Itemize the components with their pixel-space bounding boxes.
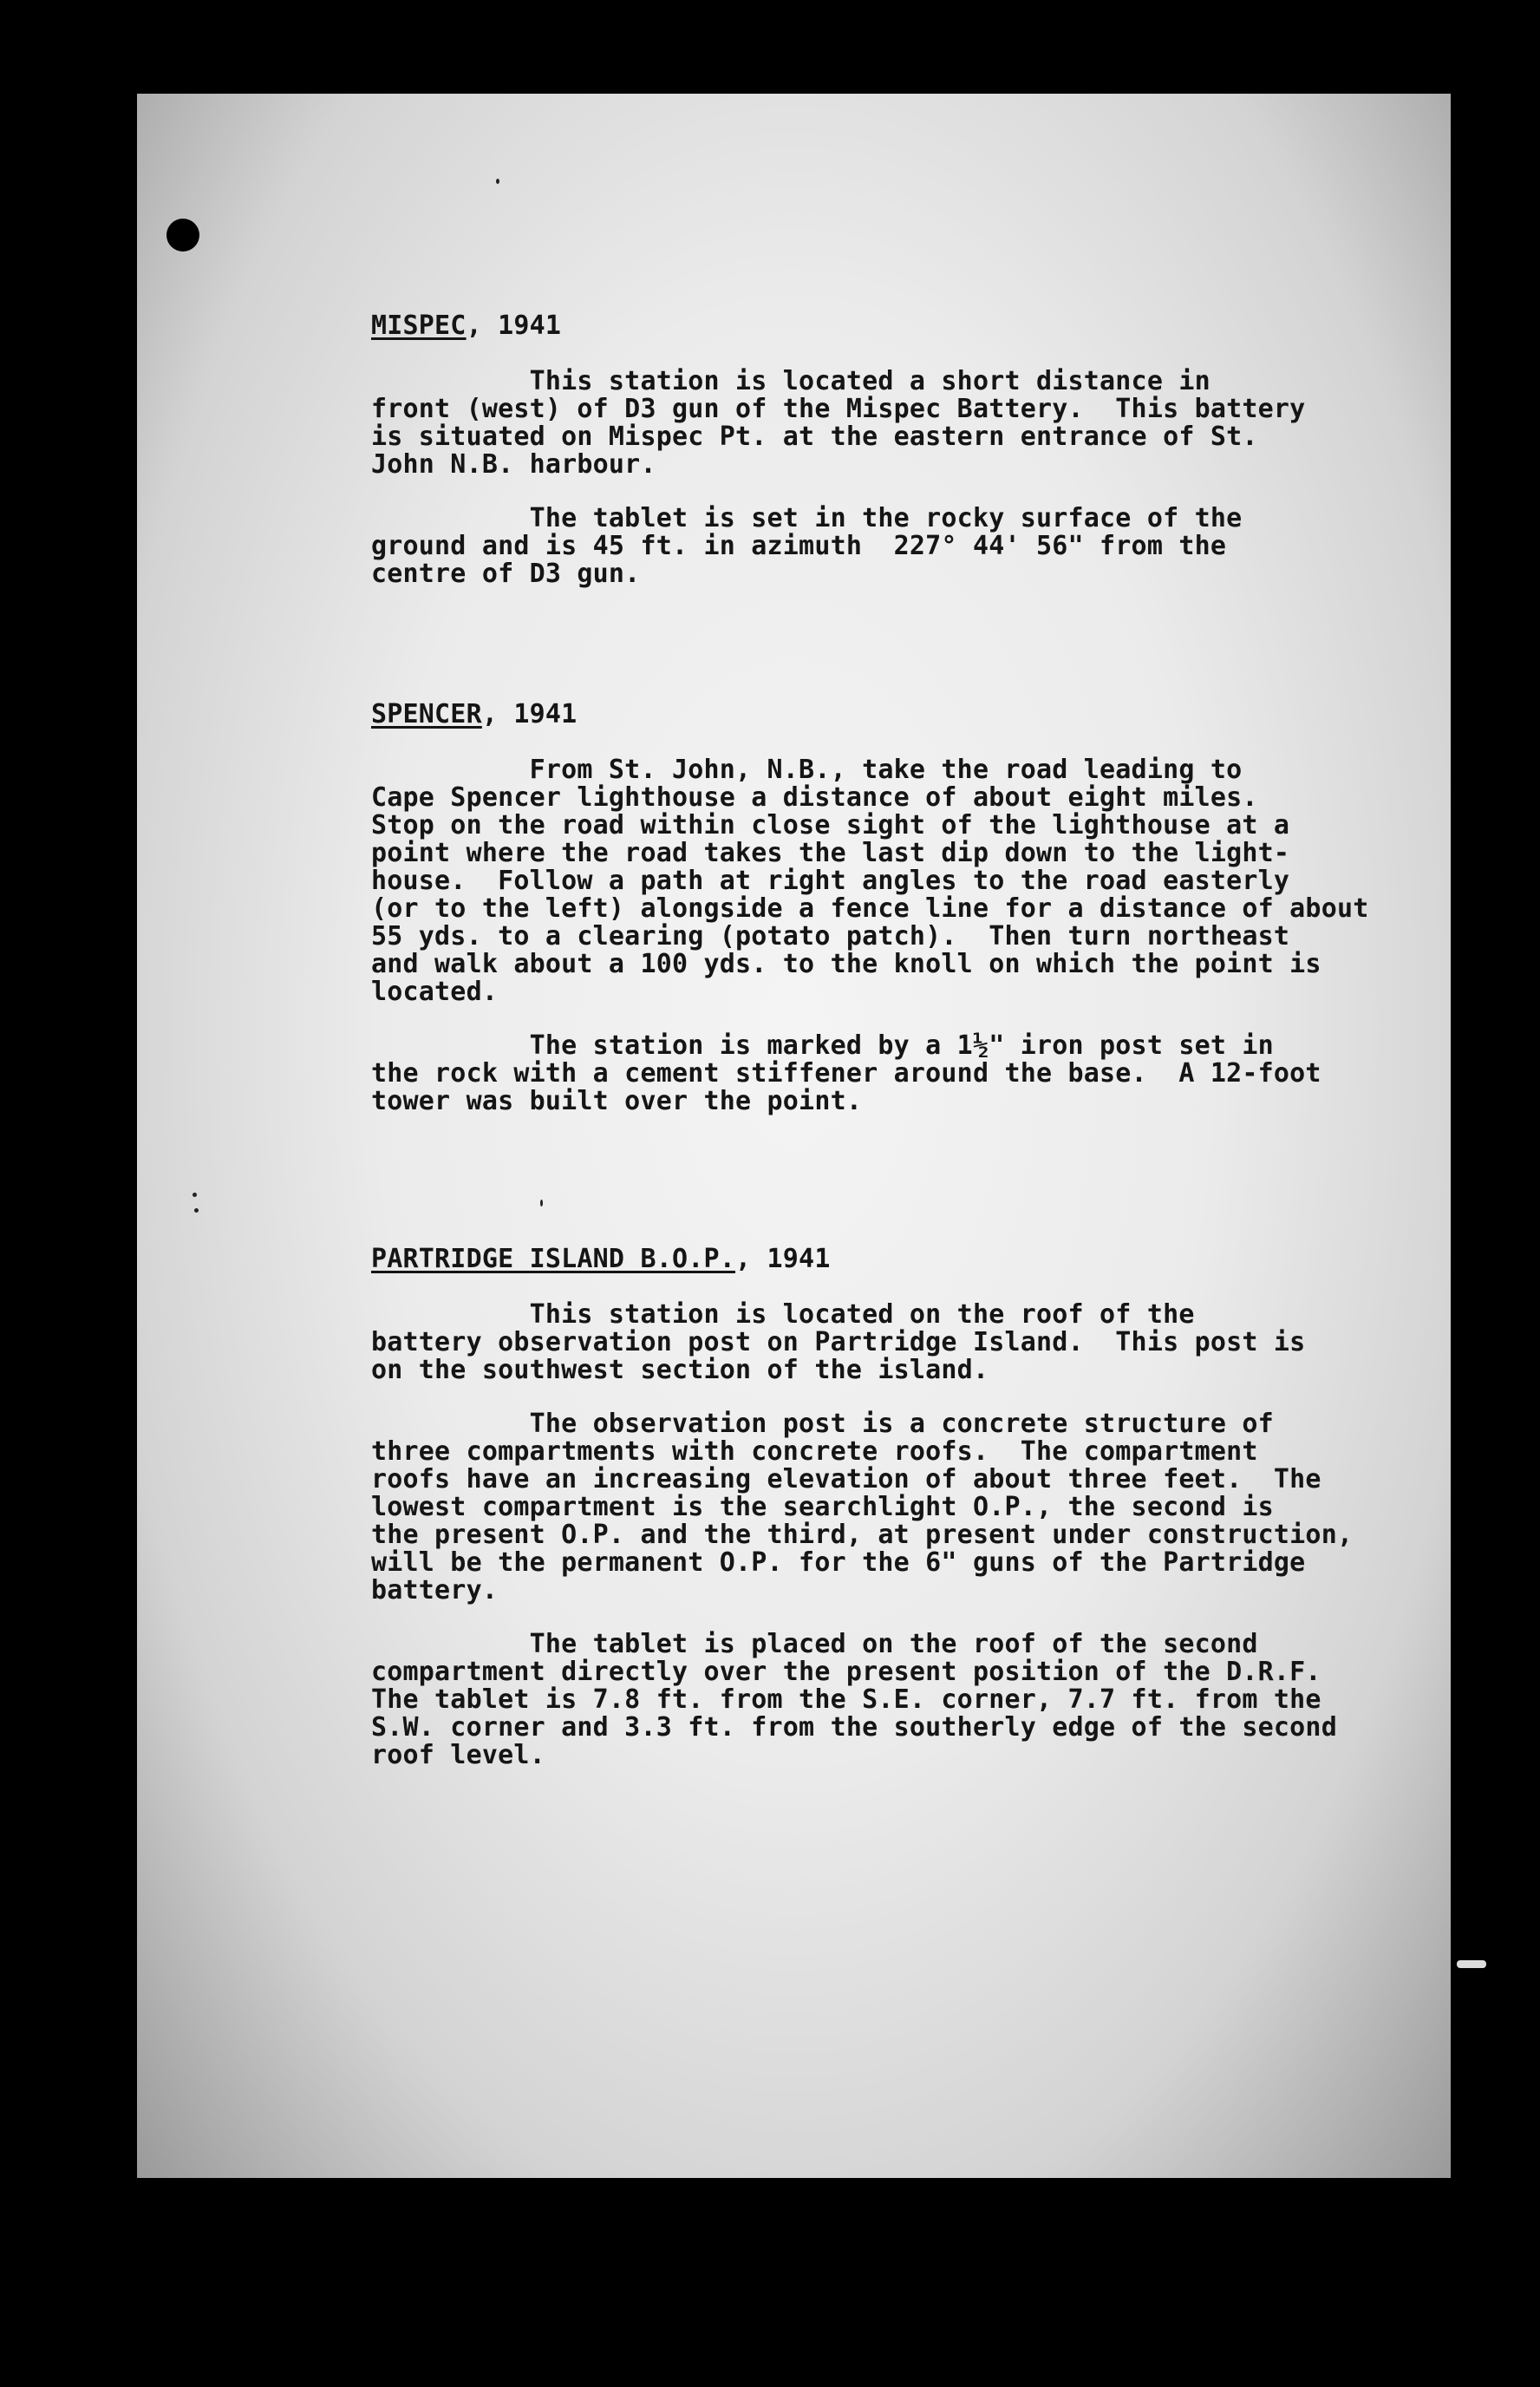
station-entry-partridge-island	[371, 1246, 1394, 1769]
station-entry-mispec	[371, 312, 1394, 588]
paper-edge-nick	[1457, 1960, 1486, 1968]
paragraph-line: The station is marked by a 1½" iron post set in	[371, 1030, 1274, 1061]
paragraph-line: will be the permanent O.P. for the 6" guns of the Partridge	[371, 1547, 1306, 1578]
paragraph-line: 55 yds. to a clearing (potato patch). Then turn northeast	[371, 921, 1290, 952]
paragraph-line: S.W. corner and 3.3 ft. from the southerly edge of the second	[371, 1712, 1337, 1743]
paragraph-line: Cape Spencer lighthouse a distance of about eight miles.	[371, 782, 1258, 813]
paragraph-line: on the southwest section of the island.	[371, 1355, 989, 1385]
paragraph-line: From St. John, N.B., take the road leading to	[371, 755, 1243, 785]
paragraph-line: battery.	[371, 1575, 499, 1606]
paragraph-line: the present O.P. and the third, at present under construction,	[371, 1520, 1354, 1550]
punch-hole-mark	[166, 219, 199, 252]
station-year: , 1941	[481, 699, 578, 729]
paragraph-line: battery observation post on Partridge Island. This post is	[371, 1327, 1306, 1357]
paragraph-line: The tablet is 7.8 ft. from the S.E. corner, 7.7 ft. from the	[371, 1684, 1321, 1715]
paragraph-line: ground and is 45 ft. in azimuth 227° 44' 56" from the	[371, 531, 1227, 561]
station-name: MISPEC	[371, 311, 467, 341]
paragraph-line: This station is located a short distance in	[371, 366, 1210, 396]
paragraph-line: roof level.	[371, 1740, 545, 1770]
paragraph-line: three compartments with concrete roofs. The compartment	[371, 1436, 1258, 1467]
entry-heading	[371, 1246, 1394, 1273]
paragraph-line: (or to the left) alongside a fence line for a distance of about	[371, 893, 1369, 924]
paragraph-line: The tablet is placed on the roof of the second	[371, 1629, 1258, 1659]
paragraph-line: centre of D3 gun.	[371, 559, 641, 589]
paragraph-line: the rock with a cement stiffener around the base. A 12-foot	[371, 1058, 1321, 1089]
station-year: , 1941	[735, 1244, 831, 1274]
paragraph-line: point where the road takes the last dip down to the light-	[371, 838, 1290, 868]
paragraph-line: tower was built over the point.	[371, 1086, 863, 1116]
paragraph-line: Stop on the road within close sight of the lighthouse at a	[371, 810, 1290, 840]
station-name: SPENCER	[371, 699, 482, 729]
paragraph-line: This station is located on the roof of the	[371, 1299, 1195, 1330]
paragraph-line: John N.B. harbour.	[371, 449, 656, 480]
paragraph-line: and walk about a 100 yds. to the knoll on which the point is	[371, 949, 1321, 979]
paragraph-line: lowest compartment is the searchlight O.P., the second is	[371, 1492, 1274, 1522]
station-entry-spencer	[371, 701, 1394, 1115]
paragraph-line: The observation post is a concrete structure of	[371, 1409, 1274, 1439]
entry-heading	[371, 312, 1394, 340]
typed-text-body	[371, 312, 1394, 1769]
paragraph-line: compartment directly over the present position of the D.R.F.	[371, 1657, 1321, 1687]
station-name: PARTRIDGE ISLAND B.O.P.	[371, 1244, 736, 1274]
paragraph-line: front (west) of D3 gun of the Mispec Battery. This battery	[371, 394, 1306, 424]
station-year: , 1941	[466, 311, 562, 341]
paragraph-line: house. Follow a path at right angles to the road easterly	[371, 866, 1290, 896]
paragraph-line: roofs have an increasing elevation of about three feet. The	[371, 1464, 1321, 1494]
paragraph-line: located.	[371, 977, 499, 1007]
dust-speck	[194, 1208, 199, 1213]
paragraph-line: is situated on Mispec Pt. at the eastern entrance of St.	[371, 422, 1258, 452]
dust-speck	[496, 179, 499, 184]
paragraph-line: The tablet is set in the rocky surface of the	[371, 503, 1243, 533]
entry-heading	[371, 701, 1394, 729]
dust-speck	[192, 1193, 197, 1197]
